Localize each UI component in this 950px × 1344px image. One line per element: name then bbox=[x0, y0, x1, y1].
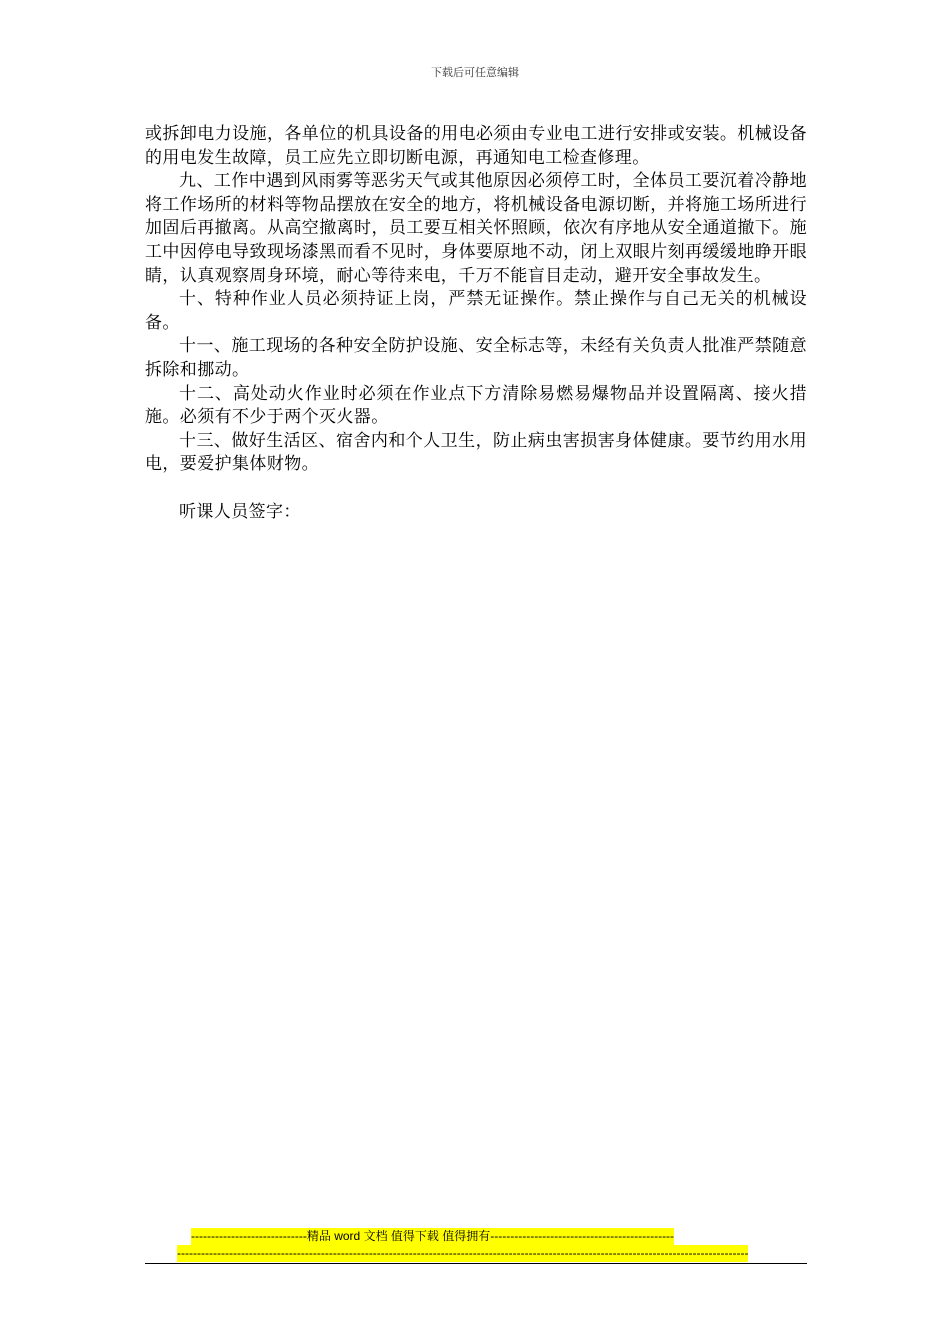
footer-promo-line: -----------------------------精品 word 文档 值得下载 值得拥有---------------------------------------------- bbox=[191, 1229, 675, 1243]
paragraph-item-12: 十二、高处动火作业时必须在作业点下方清除易燃易爆物品并设置隔离、接火措施。必须有不少于两个灭火器。 bbox=[145, 383, 807, 428]
paragraph-item-10: 十、特种作业人员必须持证上岗，严禁无证操作。禁止操作与自己无关的机械设备。 bbox=[145, 289, 807, 333]
footer-dash-line: ----------------------------------------------------------------------------------------------------------------------------------------------- bbox=[177, 1246, 749, 1260]
page-header: 下载后可任意编辑 bbox=[431, 66, 519, 79]
paragraph-item-9: 九、工作中遇到风雨雾等恶劣天气或其他原因必须停工时，全体员工要沉着冷静地将工作场所的材料等物品摆放在安全的地方，将机械设备电源切断，并将施工场所进行加固后再撤离。从高空撤离时，员工要互相关怀照顾，依次有序地从安全通道撤下。施工中因停电导致现场漆黑而看不见时，身体要原地不动，闭上双眼片刻再缓缓地睁开眼睛，认真观察周身环境，耐心等待来电，千万不能盲目走动，避开安全事故发生。 bbox=[145, 171, 807, 286]
paragraph-continuation: 或拆卸电力设施，各单位的机具设备的用电必须由专业电工进行安排或安装。机械设备的用电发生故障，员工应先立即切断电源，再通知电工检查修理。 bbox=[145, 124, 807, 168]
signature-label: 听课人员签字： bbox=[179, 501, 301, 522]
document-body bbox=[145, 123, 807, 524]
footer-divider bbox=[145, 1263, 807, 1264]
paragraph-item-13: 十三、做好生活区、宿舍内和个人卫生，防止病虫害损害身体健康。要节约用水用电，要爱护集体财物。 bbox=[145, 430, 807, 475]
paragraph-item-11: 十一、施工现场的各种安全防护设施、安全标志等，未经有关负责人批准严禁随意拆除和挪动。 bbox=[145, 336, 807, 380]
